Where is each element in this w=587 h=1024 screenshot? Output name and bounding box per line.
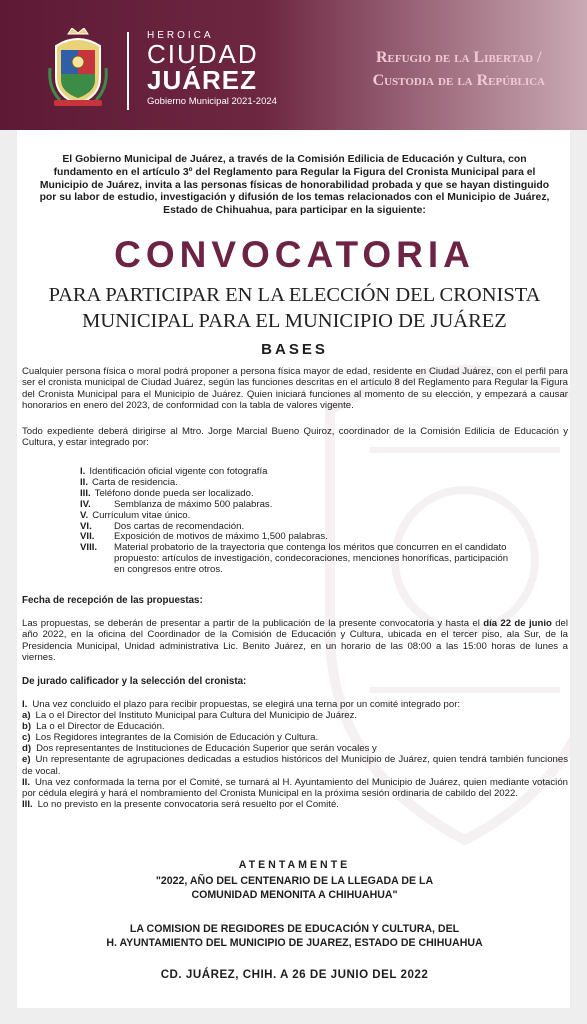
list-item-mark: I. — [22, 699, 28, 710]
bottom-margin — [0, 1008, 587, 1024]
reception-date-heading: Fecha de recepción de las propuestas: — [22, 595, 203, 606]
list-item-number: II. — [80, 476, 88, 488]
list-item — [80, 543, 520, 576]
jury-heading: De jurado calificador y la selección del cronista: — [22, 676, 247, 687]
list-item-number: III. — [80, 487, 91, 499]
city-brand — [137, 30, 287, 107]
list-item — [22, 754, 568, 776]
reception-deadline: día 22 de junio — [483, 618, 552, 629]
brand-heroica: HEROICA — [147, 30, 214, 41]
list-item-text: Los Regidores integrantes de la Comisión de Educación y Cultura. — [35, 732, 319, 744]
list-item-text: Currículum vitae único. — [92, 509, 191, 521]
list-item-text: Semblanza de máximo 500 palabras. — [114, 498, 273, 510]
intro-text: El Gobierno Municipal de Juárez, a través de la Comisión Edilicia de Educación y Cultura, con fundamento en el artículo 3º del Reglamento para Regular la Figura del Cronista Municipal para el Municipio de Juárez, invita a las personas físicas de honorabilidad probada y que se hayan distinguido por su labor de estudio, investigación y difusión de los temas relacionados con el Municipio de Juárez, Estado de Chihuahua, para participar en la siguiente: — [39, 154, 550, 217]
brand-gobierno: Gobierno Municipal 2021-2024 — [147, 96, 277, 107]
reception-text-b: del año 2022, en la oficina del Coordinador de la Comisión de Educación y Cultura, ubicada en el tercer piso, ala Sur, de la Presidencia Municipal, Unidad administrativa Lic. Benito Juárez, en un horario de las 08:00 a las 15:00 horas de lunes a viernes. — [22, 618, 569, 664]
slogan-line-1: Refugio de la Libertad / — [376, 49, 542, 66]
jury-list — [22, 699, 568, 810]
reception-paragraph — [22, 618, 568, 664]
list-item-text: La o el Director de Educación. — [36, 721, 165, 733]
list-item-number: V. — [80, 509, 89, 521]
reception-text-a: Las propuestas, se deberán de presentar a partir de la publicación de la presente convocatoria y hasta el — [22, 618, 484, 629]
list-item-text: Un representante de agrupaciones dedicadas a estudios históricos del Municipio de Juárez, quien tendrá también funciones de vocal. — [22, 754, 568, 777]
subtitle-line-1: PARA PARTICIPAR EN LA ELECCIÓN DEL CRONISTA — [48, 284, 541, 306]
list-item-number: IV. — [80, 498, 91, 510]
bases-paragraph-2: Todo expediente deberá dirigirse al Mtro. Jorge Marcial Bueno Quiroz, coordinador de la Comisión Edilicia de Educación y Cultura, y estar integrado por: — [22, 426, 568, 449]
list-item-text: Exposición de motivos de máximo 1,500 palabras. — [114, 531, 328, 543]
list-item — [80, 511, 520, 522]
requirements-list — [80, 467, 520, 576]
header-slogan — [373, 46, 545, 92]
list-item-number: VI. — [80, 520, 92, 532]
list-item-text: Carta de residencia. — [92, 476, 178, 488]
list-item — [22, 732, 568, 743]
slogan-line-2: Custodia de la República — [372, 72, 545, 89]
header-divider — [127, 32, 129, 110]
bases-paragraph-1: Cualquier persona física o moral podrá proponer a persona física mayor de edad, residente en Ciudad Juárez, con el perfil para ser el cronista municipal de Ciudad Juárez, según las funciones descritas en el artículo 8 del Reglamento para Regular la Figura del Cronista Municipal para el Municipio de Juárez. Quien iniciará funciones al momento de su elección, y empezará a causar honorarios en enero del 2023, de conformidad con la tabla de valores vigente. — [22, 366, 568, 412]
list-item-text: La o el Director del Instituto Municipal para Cultura del Municipio de Juárez. — [35, 710, 358, 722]
list-item-mark: c) — [22, 732, 31, 744]
list-item-number: VII. — [80, 531, 95, 543]
signer-line-1: LA COMISION DE REGIDORES DE EDUCACIÓN Y CULTURA, DEL — [129, 923, 460, 935]
list-item-text: Lo no previsto en la presente convocatoria será resuelto por el Comité. — [37, 798, 339, 810]
closing-atentamente: ATENTAMENTE — [238, 859, 351, 871]
list-item-text: Una vez conformada la terna por el Comité, se turnará al H. Ayuntamiento del Municipio de Juárez, quien mediante votación por cédula elegirá y hará el nombramiento del Cronista Municipal en la próxima sesión ordinaria de cabildo del 2022. — [22, 776, 568, 799]
list-item — [22, 699, 568, 710]
closing-signer — [17, 922, 571, 950]
list-item-text: Una vez concluido el plazo para recibir propuestas, se elegirá una terna por un comité integrado por: — [32, 699, 461, 710]
list-item-text: Dos representantes de Instituciones de Educación Superior que serán vocales y — [36, 743, 377, 755]
coat-of-arms-icon — [48, 28, 108, 108]
closing-date: CD. JUÁREZ, CHIH. A 26 DE JUNIO DEL 2022 — [160, 968, 429, 981]
list-item-text: Material probatorio de la trayectoria que contenga los méritos que concurren en el candidato propuesto: artículos de investigación, condecoraciones, menciones honoríficas, participación en congresos entre otros. — [114, 542, 509, 576]
header-banner — [0, 0, 587, 130]
page-title: CONVOCATORIA — [114, 234, 475, 275]
signer-line-2: H. AYUNTAMIENTO DEL MUNICIPIO DE JUAREZ, ESTADO DE CHIHUAHUA — [106, 937, 483, 949]
list-item-number: VIII. — [80, 542, 98, 554]
page-subtitle — [17, 282, 571, 334]
list-item-text: Identificación oficial vigente con fotografía — [89, 466, 268, 477]
list-item — [22, 710, 568, 721]
closing-motto — [17, 874, 571, 902]
list-item-mark: d) — [22, 743, 32, 755]
subtitle-line-2: MUNICIPAL PARA EL MUNICIPIO DE JUÁREZ — [82, 310, 507, 332]
list-item-mark: b) — [22, 721, 32, 733]
list-item-text: Teléfono donde pueda ser localizado. — [94, 487, 254, 499]
bases-heading: BASES — [261, 341, 328, 358]
list-item-mark: a) — [22, 710, 31, 722]
motto-line-2: COMUNIDAD MENONITA A CHIHUAHUA" — [191, 889, 398, 901]
motto-line-1: "2022, AÑO DEL CENTENARIO DE LA LLEGADA DE LA — [155, 875, 434, 887]
list-item-mark: III. — [22, 798, 33, 810]
list-item — [80, 500, 520, 511]
list-item-mark: e) — [22, 754, 31, 766]
list-item — [22, 721, 568, 732]
brand-ciudad: CIUDAD — [147, 39, 259, 69]
list-item — [22, 799, 568, 810]
right-margin — [571, 130, 587, 1024]
list-item-text: Dos cartas de recomendación. — [114, 520, 245, 532]
list-item — [22, 743, 568, 754]
list-item-mark: II. — [22, 776, 30, 788]
document-body — [16, 130, 571, 1008]
left-margin — [0, 130, 16, 1024]
brand-juarez: JUÁREZ — [147, 65, 258, 95]
list-item-number: I. — [80, 466, 86, 477]
list-item — [22, 777, 568, 799]
